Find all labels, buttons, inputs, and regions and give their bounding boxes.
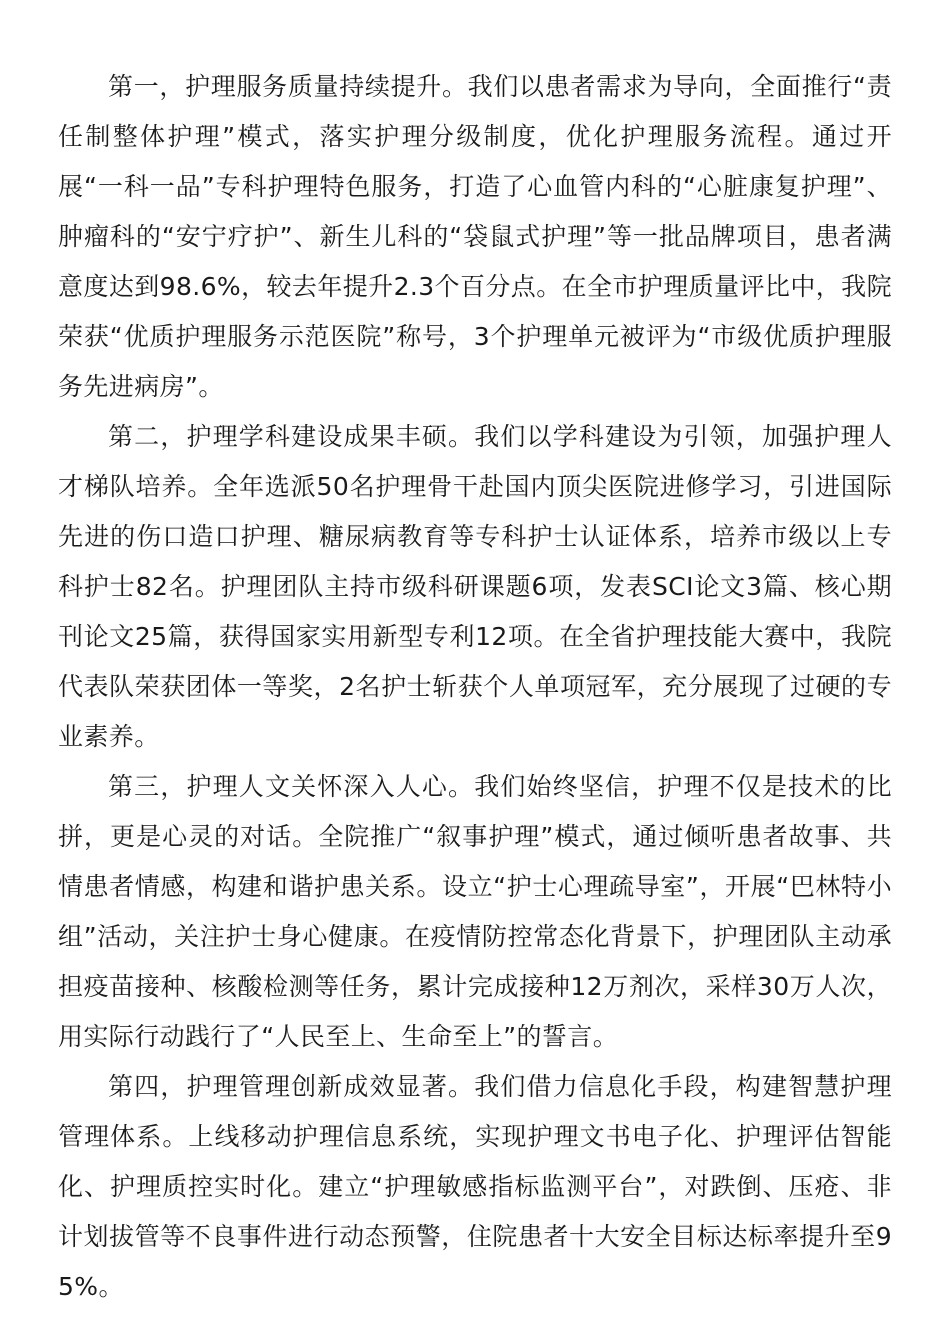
paragraph-nursing-humanistic-care: 第三，护理人文关怀深入人心。我们始终坚信，护理不仅是技术的比拼，更是心灵的对话。全院推广“叙事护理”模式，通过倾听患者故事、共情患者情感，构建和谐护患关系。设立“护士心理疏导室”，开展“巴林特小组”活动，关注护士身心健康。在疫情防控常态化背景下，护理团队主动承担疫苗接种、核酸检测等任务，累计完成接种12万剂次，采样30万人次，用实际行动践行了“人民至上、生命至上”的誓言。 [58,772,892,1051]
paragraph-nursing-service-quality: 第一，护理服务质量持续提升。我们以患者需求为导向，全面推行“责任制整体护理”模式，落实护理分级制度，优化护理服务流程。通过开展“一科一品”专科护理特色服务，打造了心血管内科的“心脏康复护理”、肿瘤科的“安宁疗护”、新生儿科的“袋鼠式护理”等一批品牌项目，患者满意度达到98.6%，较去年提升2.3个百分点。在全市护理质量评比中，我院荣获“优质护理服务示范医院”称号，3个护理单元被评为“市级优质护理服务先进病房”。 [58,72,892,401]
paragraph-nursing-discipline-building: 第二，护理学科建设成果丰硕。我们以学科建设为引领，加强护理人才梯队培养。全年选派50名护理骨干赴国内顶尖医院进修学习，引进国际先进的伤口造口护理、糖尿病教育等专科护士认证体系，培养市级以上专科护士82名。护理团队主持市级科研课题6项，发表SCI论文3篇、核心期刊论文25篇，获得国家实用新型专利12项。在全省护理技能大赛中，我院代表队荣获团体一等奖，2名护士斩获个人单项冠军，充分展现了过硬的专业素养。 [58,422,892,751]
paragraph-nursing-management-innovation: 第四，护理管理创新成效显著。我们借力信息化手段，构建智慧护理管理体系。上线移动护理信息系统，实现护理文书电子化、护理评估智能化、护理质控实时化。建立“护理敏感指标监测平台”，对跌倒、压疮、非计划拔管等不良事件进行动态预警，住院患者十大安全目标达标率提升至95%。 [58,1072,892,1301]
